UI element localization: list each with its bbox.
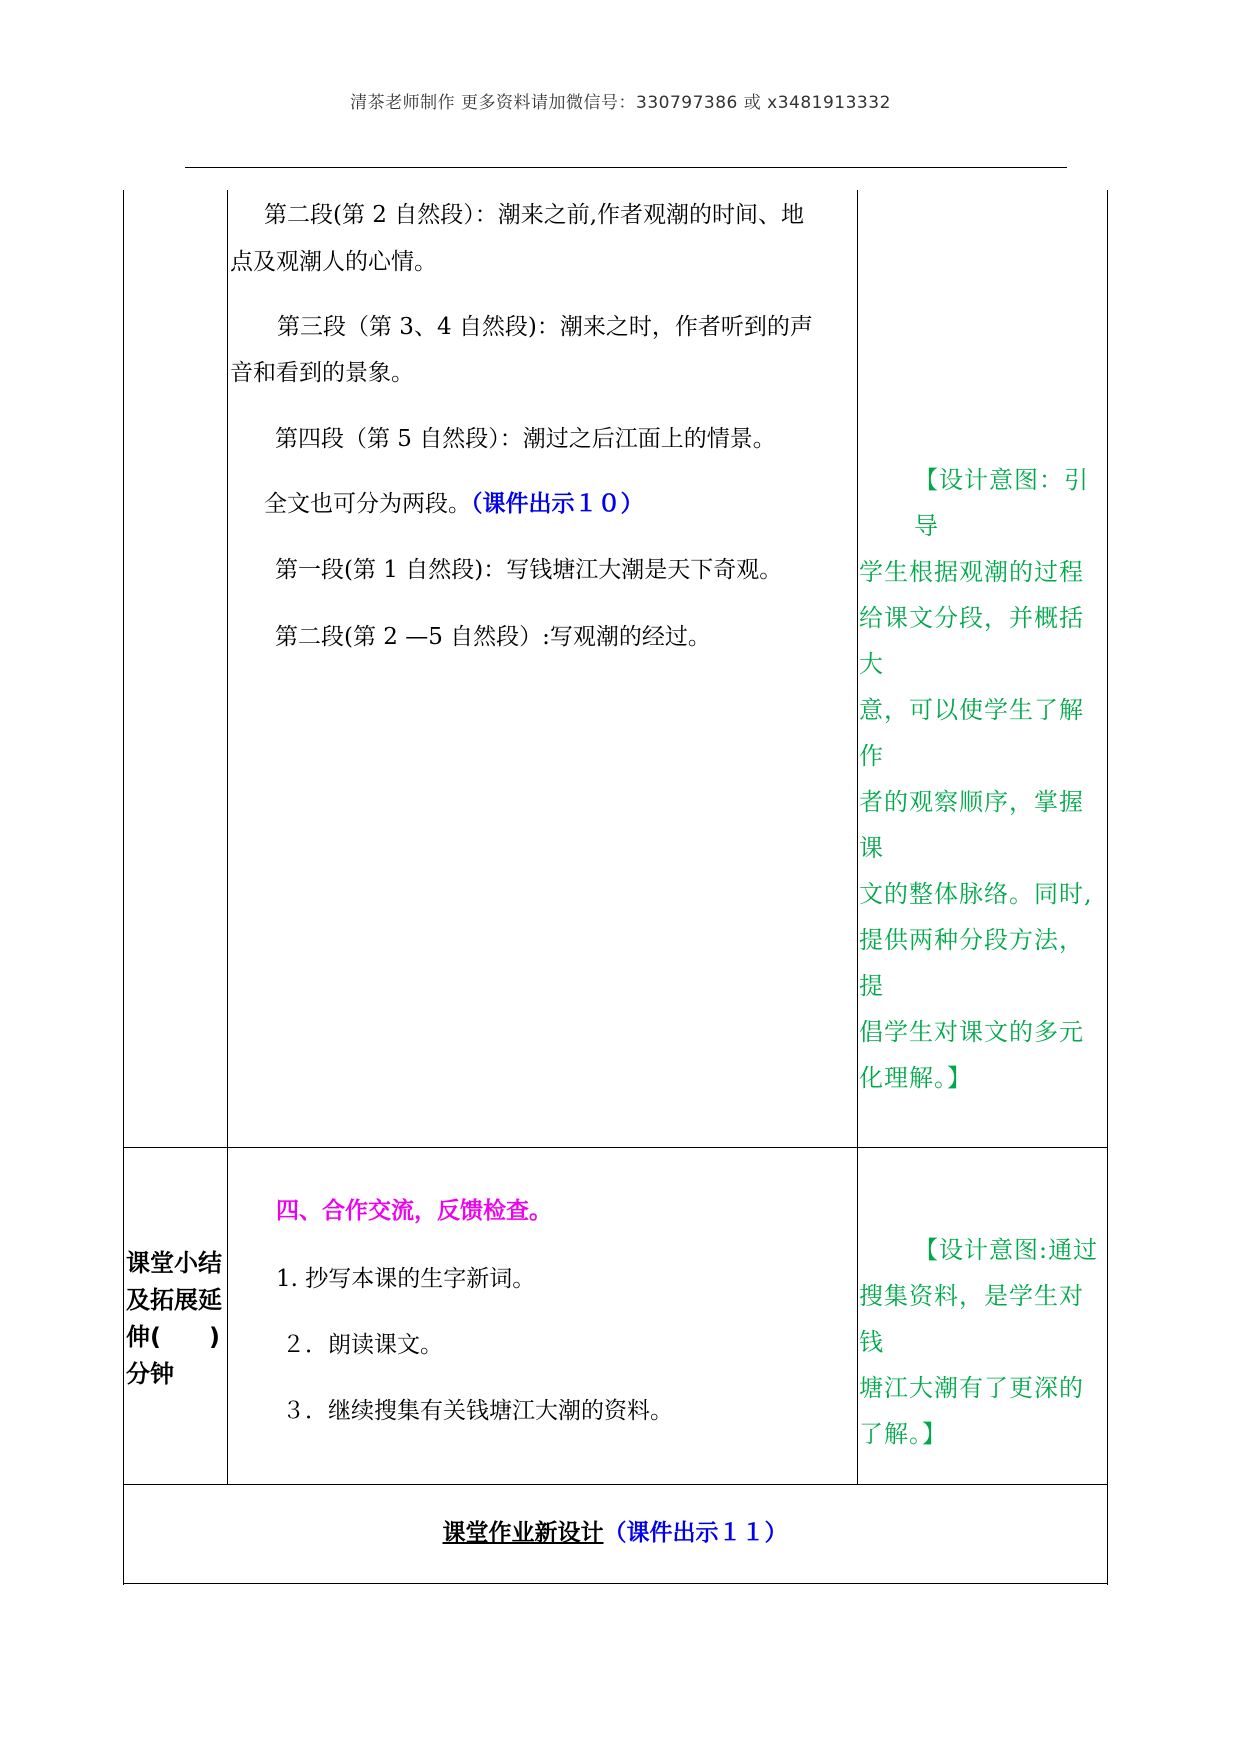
row-label-line: 分钟	[126, 1360, 174, 1388]
row-label-line: 课堂小结	[126, 1249, 222, 1277]
design-note-line: 文的整体脉络。同时,	[859, 880, 1093, 908]
row-label-line: 伸( )	[126, 1323, 220, 1351]
design-note-line: 学生根据观潮的过程	[859, 558, 1084, 586]
design-note-line: 给课文分段，并概括大	[859, 604, 1084, 678]
homework-item-2: ２．朗读课文。	[282, 1332, 443, 1358]
design-note-line: 搜集资料，是学生对钱	[859, 1282, 1084, 1356]
design-note-line: 【设计意图:通过	[914, 1236, 1099, 1264]
design-note-line: 者的观察顺序，掌握课	[859, 788, 1084, 862]
courseware-link-10[interactable]: （课件出示１０）	[471, 491, 644, 517]
table-row-divider-1	[123, 1147, 1108, 1148]
design-note-line: 化理解。】	[859, 1064, 972, 1092]
table-border-bottom	[123, 1583, 1108, 1584]
section-heading-cooperate: 四、合作交流，反馈检查。	[276, 1198, 552, 1224]
homework-item-1: 1. 抄写本课的生字新词。	[276, 1266, 536, 1292]
homework-item-3: ３．继续搜集有关钱塘江大潮的资料。	[282, 1398, 673, 1424]
para3-line2: 音和看到的景象。	[230, 360, 414, 386]
design-note-line: 提供两种分段方法，提	[859, 926, 1084, 1000]
header-divider	[185, 167, 1067, 168]
para2-line2: 点及观潮人的心情。	[230, 249, 437, 275]
two-parts-line	[264, 490, 644, 519]
design-note-line: 【设计意图：引导	[914, 466, 1089, 540]
para4-text: 第四段（第 5 自然段）：潮过之后江面上的情景。	[275, 426, 776, 452]
homework-design-title: 课堂作业新设计	[442, 1520, 604, 1546]
part2-text: 第二段(第 2 —5 自然段）:写观潮的经过。	[275, 624, 711, 650]
page-header-text: 清茶老师制作 更多资料请加微信号：330797386 或 x3481913332	[350, 93, 891, 113]
design-note-line: 意，可以使学生了解作	[859, 696, 1084, 770]
table-col-divider-1	[227, 190, 228, 1485]
design-note-summary	[859, 1227, 1105, 1457]
table-border-left	[123, 190, 124, 1585]
table-col-divider-2	[857, 190, 858, 1485]
table-row-divider-2	[123, 1484, 1108, 1485]
para2-line1: 第二段(第 2 自然段）：潮来之前,作者观潮的时间、地	[264, 202, 805, 228]
table-border-right	[1107, 190, 1108, 1585]
design-note-line: 了解。】	[859, 1420, 947, 1448]
design-note-line: 倡学生对课文的多元	[859, 1018, 1084, 1046]
two-parts-text: 全文也可分为两段。	[264, 491, 471, 517]
courseware-link-11[interactable]: （课件出示１１）	[603, 1520, 788, 1546]
design-note-line: 塘江大潮有了更深的	[859, 1374, 1084, 1402]
para3-line1: 第三段（第 3、4 自然段)：潮来之时，作者听到的声	[277, 314, 813, 340]
homework-design-title-row	[124, 1519, 1106, 1548]
row-label-line: 及拓展延	[126, 1286, 222, 1314]
row-label-summary	[126, 1245, 226, 1393]
part1-text: 第一段(第 1 自然段)：写钱塘江大潮是天下奇观。	[275, 557, 783, 583]
design-note-tide	[859, 457, 1105, 1101]
